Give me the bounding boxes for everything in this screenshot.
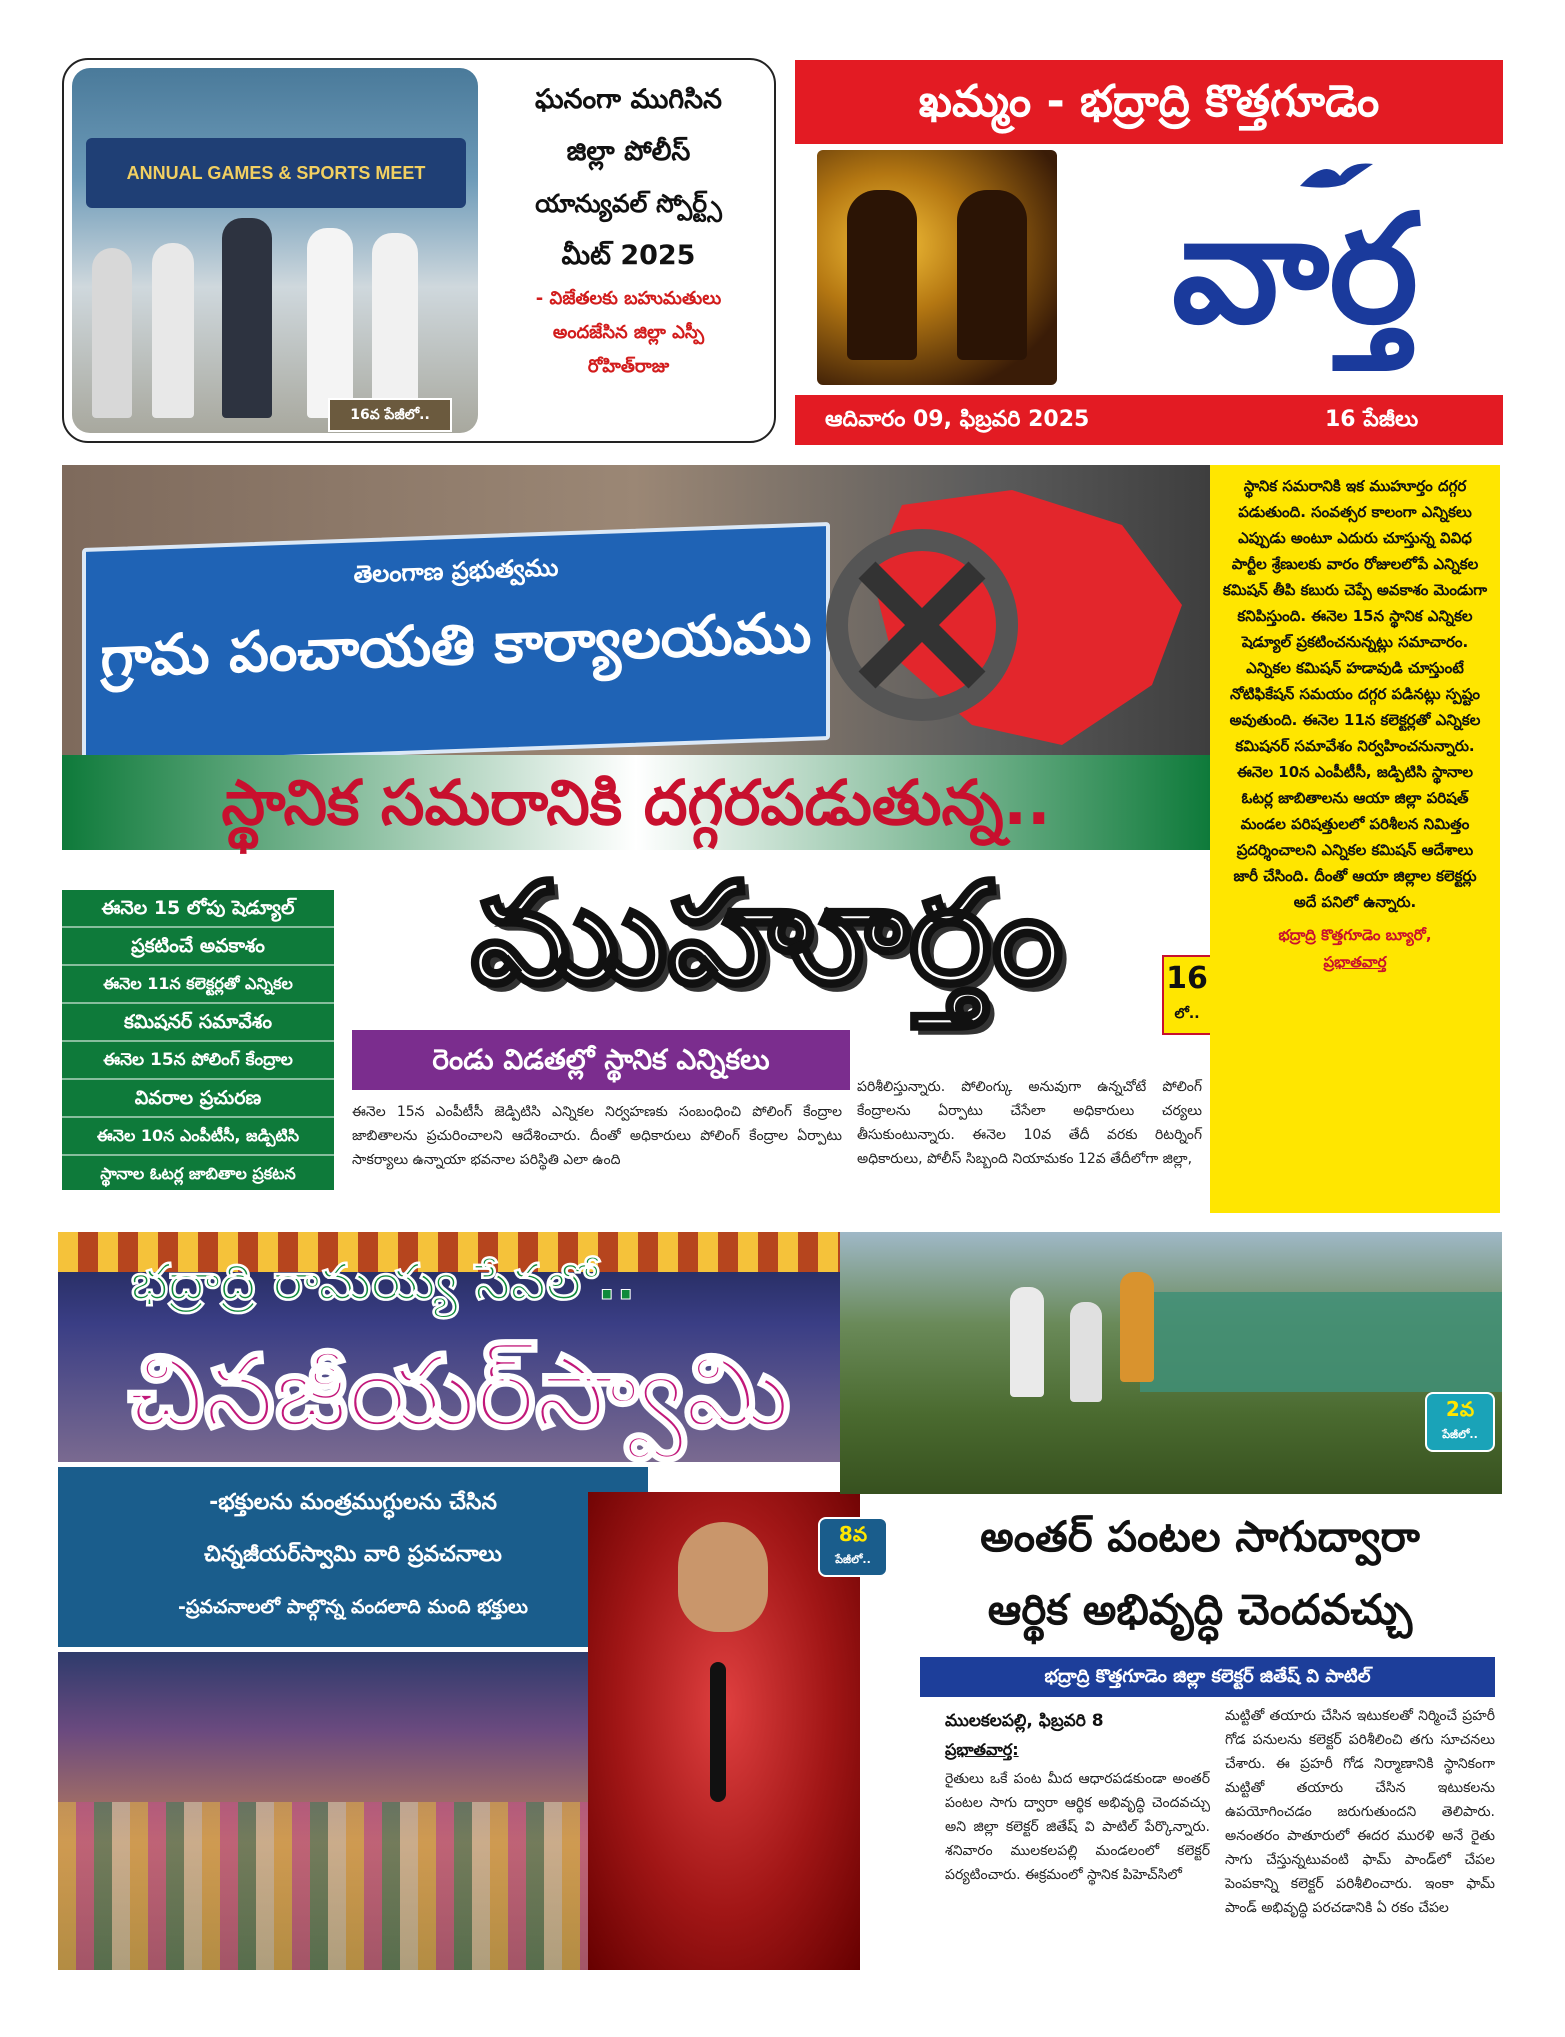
signboard-main-text: గ్రామ పంచాయతి కార్యాలయము (100, 600, 812, 691)
photo-page-tag[interactable]: 16వ పేజీలో.. (328, 398, 452, 432)
sports-banner: ANNUAL GAMES & SPORTS MEET (86, 138, 466, 208)
athlete-figure (372, 233, 418, 418)
lead-yellow-column (1210, 465, 1500, 1213)
farm-strap: భద్రాద్రి కొత్తగూడెం జిల్లా కలెక్టర్ జితేష్ వి పాటిల్ (920, 1657, 1495, 1697)
teaser-headline (486, 74, 771, 384)
masthead (795, 60, 1503, 442)
page-count: 16 పేజీలు (1325, 407, 1419, 432)
farm-body-col2: మట్టితో తయారు చేసిన ఇటుకలతో నిర్మించే ప్రహరీ గోడ పనులను కలెక్టర్ పరిశీలించి తగు సూచనలు చేశారు. ఈ ప్రహరీ గోడ నిర్మాణానికి స్థానికంగా మట్టితో తయారు చేసిన ఇటుకలను ఉపయోగించడం జరుగుతుందని తెలిపారు. అనంతరం పాతూరులో ఈదర మురళి అనే రైతు సాగు చేస్తున్నటువంటి ఫామ్ పాండ్‌లో చేపల పెంపకాన్ని కలెక్టర్ పరిశీలించారు. ఇంకా ఫామ్ పాండ్ అభివృద్ధి పరచడానికి ఏ రకం చేపల (1225, 1708, 1495, 1916)
deity-figure (847, 190, 917, 360)
page-ref-suffix: లో.. (1174, 1006, 1200, 1022)
page-ref-suffix: పేజీలో.. (835, 1553, 871, 1566)
teaser-subline: అందజేసిన జిల్లా ఎస్పీ (552, 322, 705, 343)
lead-body-col2: పరిశీలిస్తున్నారు. పోలింగ్కు అనువుగా ఉన్నచోటే పోలింగ్ కేంద్రాలను ఏర్పాటు చేసేలా అధికారులు చర్యలు తీసుకుంటున్నారు. ఈనెల 10వ తేదీ వరకు రిటర్నింగ్ అధికారులు, పోలీస్ సిబ్బంది నియామకం 12వ తేదీలోగా జిల్లా, (857, 1079, 1202, 1167)
teaser-subline: రోహిత్‌రాజు (587, 356, 670, 377)
sidebar-line: ఈనెల 15 లోపు షెడ్యూల్ (62, 890, 334, 928)
teaser-line: మీట్ 2025 (561, 240, 696, 271)
swami-face (678, 1522, 768, 1632)
athlete-figure (152, 243, 194, 418)
ballot-cross-icon (822, 525, 1022, 725)
farm-headline-1: అంతర్ పంటల సాగుద్వారా (980, 1512, 1420, 1561)
officer-figure (222, 218, 272, 418)
lead-body-col1: ఈనెల 15న ఎంపీటీసీ జెడ్పిటిసి ఎన్నికల నిర్వహణకు సంబంధించి పోలింగ్ కేంద్రాల జాబితాలను ప్రచురించాలని ఆదేశించారు. దీంతో అధికారులు పోలింగ్ కేంద్రాల ఏర్పాటు సాకర్యాలు ఉన్నాయా భవనాల పరిస్థితి ఎలా ఉంది (352, 1104, 842, 1168)
farm-page-ref[interactable] (1425, 1392, 1495, 1452)
page-ref-number: 8వ (838, 1522, 868, 1546)
page-ref-number: 16 (1166, 961, 1208, 996)
farm-body-col1: రైతులు ఒకే పంట మీద ఆధారపడకుండా అంతర్ పంటల సాగు ద్వారా ఆర్థిక అభివృద్ధి చెందవచ్చు అని జిల్లా కలెక్టర్ జితేష్ వి పాటిల్ పేర్కొన్నారు. శనివారం ములకలపల్లి మండలంలో కలెక్టర్ పర్యటించారు. ఈక్రమంలో స్థానిక పిహెచ్‌సిలో (945, 1771, 1210, 1883)
date-bar (795, 395, 1503, 445)
swami-story (58, 1232, 871, 1970)
farm-agency: ప్రభాతవార్త: (945, 1740, 1019, 1759)
region-banner: ఖమ్మం - భద్రాద్రి కొత్తగూడెం (795, 60, 1503, 144)
swami-points-box (58, 1467, 648, 1647)
panchayat-signboard (82, 522, 830, 765)
lead-headline: స్థానిక సమరానికి దగ్గరపడుతున్న.. (62, 755, 1210, 850)
page-ref-suffix: పేజీలో.. (1442, 1428, 1478, 1441)
official-figure (1120, 1272, 1154, 1382)
lead-page-ref[interactable] (1162, 955, 1212, 1035)
sidebar-line: ఈనెల 11న కలెక్టర్లతో ఎన్నికల (62, 966, 334, 1004)
teaser-line: జిల్లా పోలీస్ (566, 136, 691, 167)
lead-subhead: రెండు విడతల్లో స్థానిక ఎన్నికలు (352, 1030, 850, 1090)
sidebar-line: ప్రకటించే అవకాశం (62, 928, 334, 966)
yellow-column-text: స్థానిక సమరానికి ఇక ముహూర్తం దగ్గర పడుతుంది. సంవత్సర కాలంగా ఎన్నికలు ఎప్పుడు అంటూ ఎదురు చూస్తున్న వివిధ పార్టీల శ్రేణులకు వారం రోజులలోపే ఎన్నికల కమిషన్ తీపి కబురు చెప్పే అవకాశం మెండుగా కనిపిస్తుంది. ఈనెల 15న స్థానిక ఎన్నికల షెడ్యూల్ ప్రకటించనున్నట్లు సమాచారం. ఎన్నికల కమిషన్ హడావుడి చూస్తుంటే నోటిఫికేషన్ సమయం దగ్గర పడినట్లు స్పష్టం అవుతుంది. ఈనెల 11న కలెక్టర్లతో ఎన్నికల కమిషనర్ సమావేశం నిర్వహించనున్నారు. ఈనెల 10న ఎంపీటీసీ, జడ్పిటిసి స్థానాల ఓటర్ల జాబితాలను ఆయా జిల్లా పరిషత్ మండల పరిషత్తులలో పరిశీలన నిమిత్తం ప్రదర్శించాలని ఎన్నికల కమిషన్ ఆదేశాలు జారీ చేసింది. దీంతో ఆయా జిల్లాల కలెక్టర్లు అదే పనిలో ఉన్నారు. (1222, 477, 1488, 911)
lead-story (62, 465, 1500, 1213)
sidebar-line: వివరాల ప్రచురణ (62, 1080, 334, 1118)
lead-sidebar (62, 890, 334, 1190)
swami-point: చిన్నజీయర్‌స్వామి వారి ప్రవచనాలు (204, 1542, 502, 1567)
page-ref-number: 2వ (1445, 1397, 1475, 1421)
lead-big-word: ముహూర్తం (470, 853, 1064, 1016)
farm-headline-2: ఆర్థిక అభివృద్ధి చెందవచ్చు (987, 1585, 1413, 1634)
top-teaser-box (62, 58, 776, 443)
sidebar-line: ఈనెల 10న ఎంపీటీసీ, జడ్పిటిసి (62, 1118, 334, 1156)
swami-kicker: భద్రాద్రి రామయ్య సేవలో.. (130, 1253, 636, 1311)
swami-point: -భక్తులను మంత్రముగ్ధులను చేసిన (209, 1490, 497, 1515)
official-figure (1070, 1302, 1102, 1402)
sidebar-line: కమిషనర్ సమావేశం (62, 1004, 334, 1042)
deity-figure (957, 190, 1027, 360)
sports-meet-photo (72, 68, 478, 433)
teaser-line: ఘనంగా ముగిసిన (534, 84, 723, 115)
athlete-figure (307, 228, 353, 418)
swami-point: -ప్రవచనాలలో పాల్గొన్న వందలాది మంది భక్తులు (177, 1596, 528, 1618)
yellow-byline-agency: ప్రభాతవార్త (1323, 953, 1387, 971)
teaser-subline: - విజేతలకు బహుమతులు (535, 288, 722, 309)
sidebar-line: స్థానాల ఓటర్ల జాబితాల ప్రకటన (62, 1156, 334, 1194)
teaser-line: యాన్యువల్ స్పోర్ట్స్ (535, 189, 722, 218)
yellow-byline: భద్రాద్రి కొత్తగూడెం బ్యూరో, (1278, 926, 1432, 944)
athlete-figure (92, 248, 132, 418)
shade-net (1140, 1292, 1502, 1392)
farm-dateline: ములకలపల్లి, ఫిబ్రవరి 8 (945, 1711, 1104, 1731)
signboard-top-text: తెలంగాణ ప్రభుత్వము (353, 553, 559, 589)
edition-date: ఆదివారం 09, ఫిబ్రవరి 2025 (825, 407, 1090, 432)
microphone-icon (710, 1662, 726, 1802)
swami-headline: చినజీయర్‌స్వామి (127, 1333, 791, 1450)
newspaper-title: వార్త (1171, 183, 1419, 357)
official-figure (1010, 1287, 1044, 1397)
panchayat-photo (62, 465, 1210, 765)
sidebar-line: ఈనెల 15న పోలింగ్ కేంద్రాల (62, 1042, 334, 1080)
farm-story (840, 1232, 1502, 1970)
temple-deity-photo (817, 150, 1057, 385)
farm-pond-photo (840, 1232, 1502, 1494)
